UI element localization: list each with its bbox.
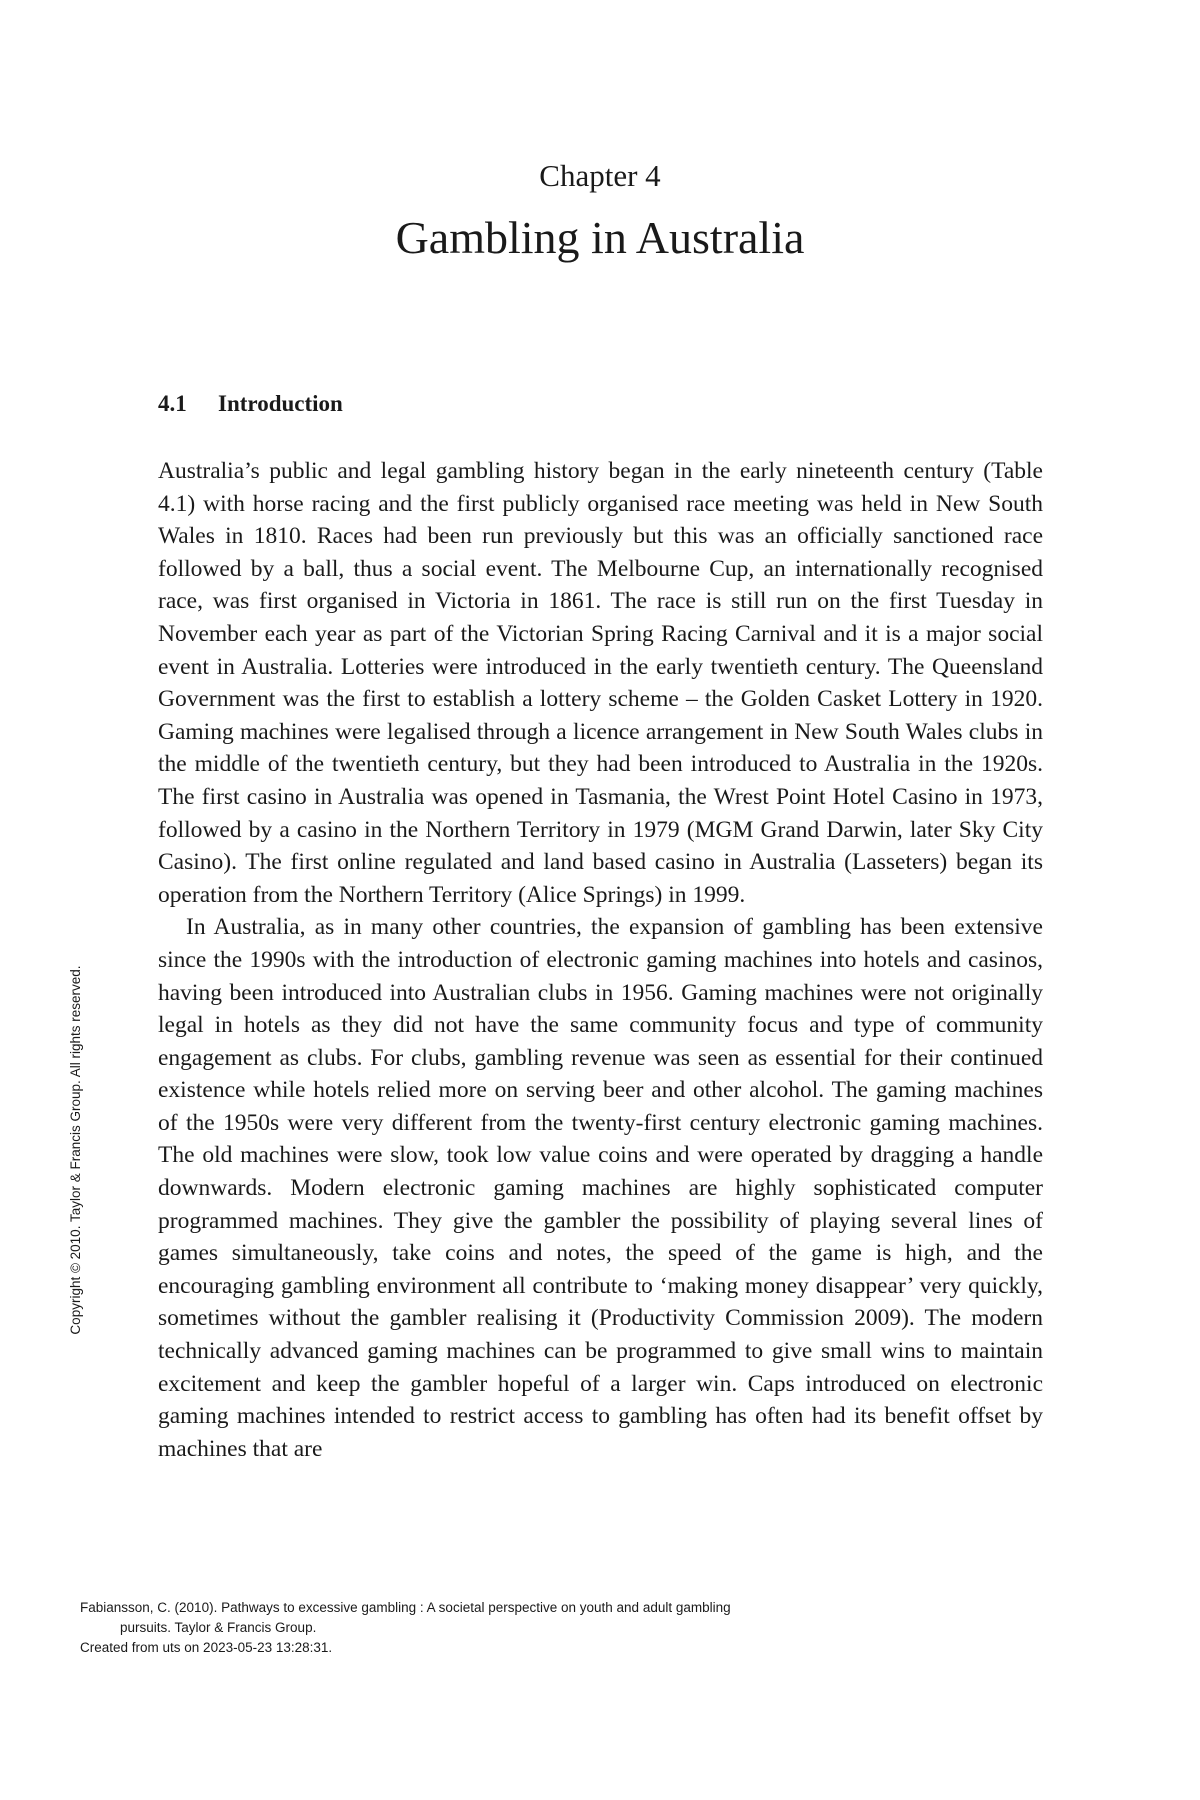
created-stamp: Created from uts on 2023-05-23 13:28:31. [80, 1640, 333, 1655]
citation-line-2: pursuits. Taylor & Francis Group. [120, 1620, 317, 1635]
chapter-title: Gambling in Australia [395, 212, 805, 263]
citation-footer [80, 1598, 980, 1658]
paragraph-2: In Australia, as in many other countries, the expansion of gambling has been extensive since the 1990s with the introduction of electronic gaming machines into hotels and casinos, having been introduced into Australian clubs in 1956. Gaming machines were not originally legal in hotels as they did not have the same community focus and type of community engagement as clubs. For clubs, gambling revenue was seen as essential for their continued existence while hotels relied more on serving beer and other alcohol. The gaming machines of the 1950s were very different from the twenty-first century electronic gaming machines. The old machines were slow, took low value coins and were operated by dragging a handle downwards. Modern electronic gaming machines are highly sophisticated computer programmed machines. They give the gambler the possibility of playing several lines of games simultaneously, take coins and notes, the speed of the game is high, and the encouraging gambling environment all contribute to ‘making money disappear’ very quickly, sometimes without the gambler realising it (Productivity Commission 2009). The modern technically advanced gaming machines can be programmed to give small wins to maintain excitement and keep the gambler hopeful of a larger win. Caps introduced on electronic gaming machines intended to restrict access to gambling has often had its benefit offset by machines that are [158, 914, 1043, 1462]
paragraph-1: Australia’s public and legal gambling history began in the early nineteenth century (Table 4.1) with horse racing and the first publicly organised race meeting was held in New South Wales in 1810. Races had been run previously but this was an officially sanctioned race followed by a ball, thus a social event. The Melbourne Cup, an internationally recognised race, was first organised in Victoria in 1861. The race is still run on the first Tuesday in November each year as part of the Victorian Spring Racing Carnival and it is a major social event in Australia. Lotteries were introduced in the early twentieth century. The Queensland Government was the first to establish a lottery scheme – the Golden Casket Lottery in 1920. Gaming machines were legalised through a licence arrangement in New South Wales clubs in the middle of the twentieth century, but they had been introduced to Australia in the 1920s. The first casino in Australia was opened in Tasmania, the Wrest Point Hotel Casino in 1973, followed by a casino in the Northern Territory in 1979 (MGM Grand Darwin, later Sky City Casino). The first online regulated and land based casino in Australia (Lasseters) began its operation from the Northern Territory (Alice Springs) in 1999. [158, 458, 1043, 908]
section-number: 4.1 [158, 391, 187, 416]
copyright-notice: Copyright © 2010. Taylor & Francis Group. All rights reserved. [68, 965, 83, 1335]
section-title: Introduction [218, 391, 343, 416]
body-text [158, 455, 1043, 1465]
chapter-label: Chapter 4 [539, 158, 661, 193]
citation-line-1: Fabiansson, C. (2010). Pathways to excessive gambling : A societal perspective on youth and adult gambling [80, 1600, 731, 1615]
section-heading [158, 389, 343, 419]
